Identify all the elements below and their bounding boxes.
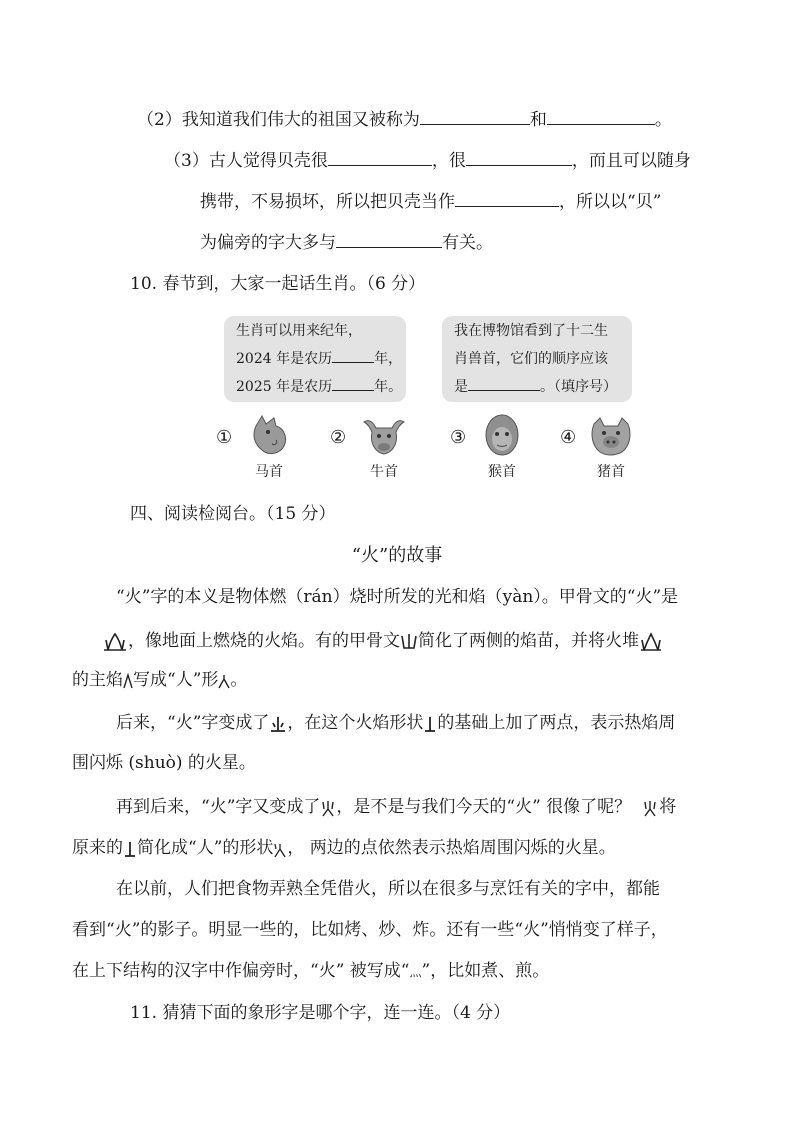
bubble-left-line1: 生肖可以用来纪年， xyxy=(236,323,362,339)
q11-title: 11. 猜猜下面的象形字是哪个字，连一连。（4 分） xyxy=(130,1003,511,1023)
animal-number: ② xyxy=(330,427,347,448)
story-p1-l3-c: 。 xyxy=(230,670,248,690)
q9-part3-label: （3） xyxy=(164,151,209,171)
bubble-left-l2-end: 年， xyxy=(374,351,403,367)
story-p2-l1-c: 的基础上加了两点，表示热焰周 xyxy=(437,713,676,733)
bubble-right-line2: 肖兽首，它们的顺序应该 xyxy=(454,351,608,367)
pig-head-icon xyxy=(588,414,634,456)
bubble-left-l3-text: 2025 年是农历 xyxy=(236,379,333,395)
q9-part3-l3-a: 为偏旁的字大多与 xyxy=(200,233,336,253)
animal-name: 猪首 xyxy=(597,464,625,480)
bubble-left-line2 xyxy=(236,345,403,373)
story-p2-line2: 围闪烁 (shuò) 的火星。 xyxy=(72,753,256,773)
q9-part3-l2-a: 携带，不易损坏，所以把贝壳当作 xyxy=(200,192,455,212)
bubble-right-l3-text: 是 xyxy=(454,379,468,395)
q9-part3-l1-c: ，而且可以随身 xyxy=(571,151,691,171)
story-p3-line1 xyxy=(116,794,676,820)
answer-blank[interactable] xyxy=(468,376,540,391)
answer-blank[interactable] xyxy=(466,147,572,166)
animal-name: 牛首 xyxy=(370,464,398,480)
flame-shape-glyph-icon xyxy=(123,840,137,858)
story-p1-l3-b: 写成“人”形 xyxy=(133,670,219,690)
section4-title: 四、阅读检阅台。（15 分） xyxy=(130,504,336,524)
animal-name: 猴首 xyxy=(488,464,516,480)
story-p4-line3 xyxy=(72,958,549,985)
story-p2-l1-b: ，在这个火焰形状 xyxy=(287,713,424,733)
ox-head-icon xyxy=(360,414,408,458)
story-p3-line2 xyxy=(72,835,616,861)
q9-part2-line xyxy=(137,106,672,133)
q9-part2-text-c: 。 xyxy=(654,110,672,130)
flame-shape-glyph-icon xyxy=(423,715,437,733)
q9-part3-line3 xyxy=(200,229,493,256)
story-p1-line3 xyxy=(72,667,247,693)
q9-part3-l1-b: ，很 xyxy=(431,151,466,171)
story-p3-l2-c: ， 两边的点依然表示热焰周围闪烁的火星。 xyxy=(287,838,616,858)
story-p2-l1-a: 后来，“火”字变成了 xyxy=(116,713,270,733)
main-flame-glyph-icon xyxy=(123,673,133,689)
answer-blank[interactable] xyxy=(455,188,559,207)
q9-part2-text-a: 我知道我们伟大的祖国又被称为 xyxy=(181,110,420,130)
q10-title: 10. 春节到，大家一起话生肖。（6 分） xyxy=(130,274,426,294)
answer-blank[interactable] xyxy=(328,147,432,166)
answer-blank[interactable] xyxy=(332,376,374,391)
bubble-right-line3 xyxy=(454,373,620,401)
story-p4-line2: 看到“火”的影子。明显一些的，比如烤、炒、炸。还有一些“火”悄悄变了样子， xyxy=(72,920,668,940)
bubble-right-line1: 我在博物馆看到了十二生 xyxy=(454,323,608,339)
story-p1-line2 xyxy=(102,628,663,654)
q9-part2-label: （2） xyxy=(137,110,182,130)
q9-part3-line1 xyxy=(164,147,691,174)
bubble-left-line3 xyxy=(236,373,403,401)
bronze-fire-glyph-icon xyxy=(269,715,287,733)
bubble-left-l2-text: 2024 年是农历 xyxy=(236,351,333,367)
story-p3-l1-c: 将 xyxy=(659,797,677,817)
seal-fire-glyph-icon xyxy=(320,799,336,817)
q9-part3-l3-b: 有关。 xyxy=(442,233,493,253)
answer-blank[interactable] xyxy=(332,348,374,363)
animal-name: 马首 xyxy=(255,464,283,480)
story-p2-line1 xyxy=(116,710,675,736)
answer-blank[interactable] xyxy=(547,106,655,125)
animal-number: ① xyxy=(216,427,233,448)
animal-number: ④ xyxy=(560,427,577,448)
bubble-left-l3-end: 年。 xyxy=(374,379,403,395)
story-p1-l2-a: ，像地面上燃烧的火焰。有的甲骨文 xyxy=(128,631,400,651)
story-p4-l3-a: 在上下结构的汉字中作偏旁时，“火” 被写成“ xyxy=(72,961,410,981)
story-p4-l3-c: ”，比如煮、煎。 xyxy=(421,961,550,981)
bubble-right-l3-end: 。（填序号） xyxy=(540,379,617,395)
story-p1-line1: “火”字的本义是物体燃（rán）烧时所发的光和焰（yàn）。甲骨文的“火”是 xyxy=(116,587,679,607)
story-p1-l3-a: 的主焰 xyxy=(72,670,123,690)
q9-part3-line2 xyxy=(200,188,661,215)
story-p3-l1-b: ，是不是与我们今天的“火” 很像了呢？ xyxy=(336,797,632,817)
speech-bubble-left xyxy=(224,316,406,402)
monkey-head-icon xyxy=(482,412,522,458)
person-shape-glyph-icon xyxy=(273,840,287,858)
story-p3-l2-a: 原来的 xyxy=(72,838,123,858)
speech-bubble-right xyxy=(442,316,632,402)
story-p1-l2-b: 简化了两侧的焰苗，并将火堆 xyxy=(418,631,639,651)
q9-part3-l1-a: 古人觉得贝壳很 xyxy=(208,151,328,171)
q9-part3-l2-b: ，所以以“贝” xyxy=(559,192,662,212)
story-p3-l2-b: 简化成“人”的形状 xyxy=(137,838,274,858)
answer-blank[interactable] xyxy=(336,229,442,248)
oracle-fire-simplified-glyph-icon xyxy=(400,632,418,652)
fire-pile-glyph-icon xyxy=(639,632,663,652)
fire-radical-dots: 灬 xyxy=(409,965,422,979)
seal-fire-glyph-icon xyxy=(637,799,659,817)
animal-number: ③ xyxy=(450,427,467,448)
q9-part2-text-b: 和 xyxy=(529,110,547,130)
story-title: “火”的故事 xyxy=(351,545,443,566)
horse-head-icon xyxy=(248,412,292,458)
oracle-fire-glyph-icon xyxy=(102,632,128,652)
story-p3-l1-a: 再到后来，“火”字又变成了 xyxy=(116,797,321,817)
story-p4-line1: 在以前，人们把食物弄熟全凭借火，所以在很多与烹饪有关的字中，都能 xyxy=(116,879,660,899)
person-shape-glyph-icon xyxy=(218,673,230,689)
answer-blank[interactable] xyxy=(420,106,530,125)
